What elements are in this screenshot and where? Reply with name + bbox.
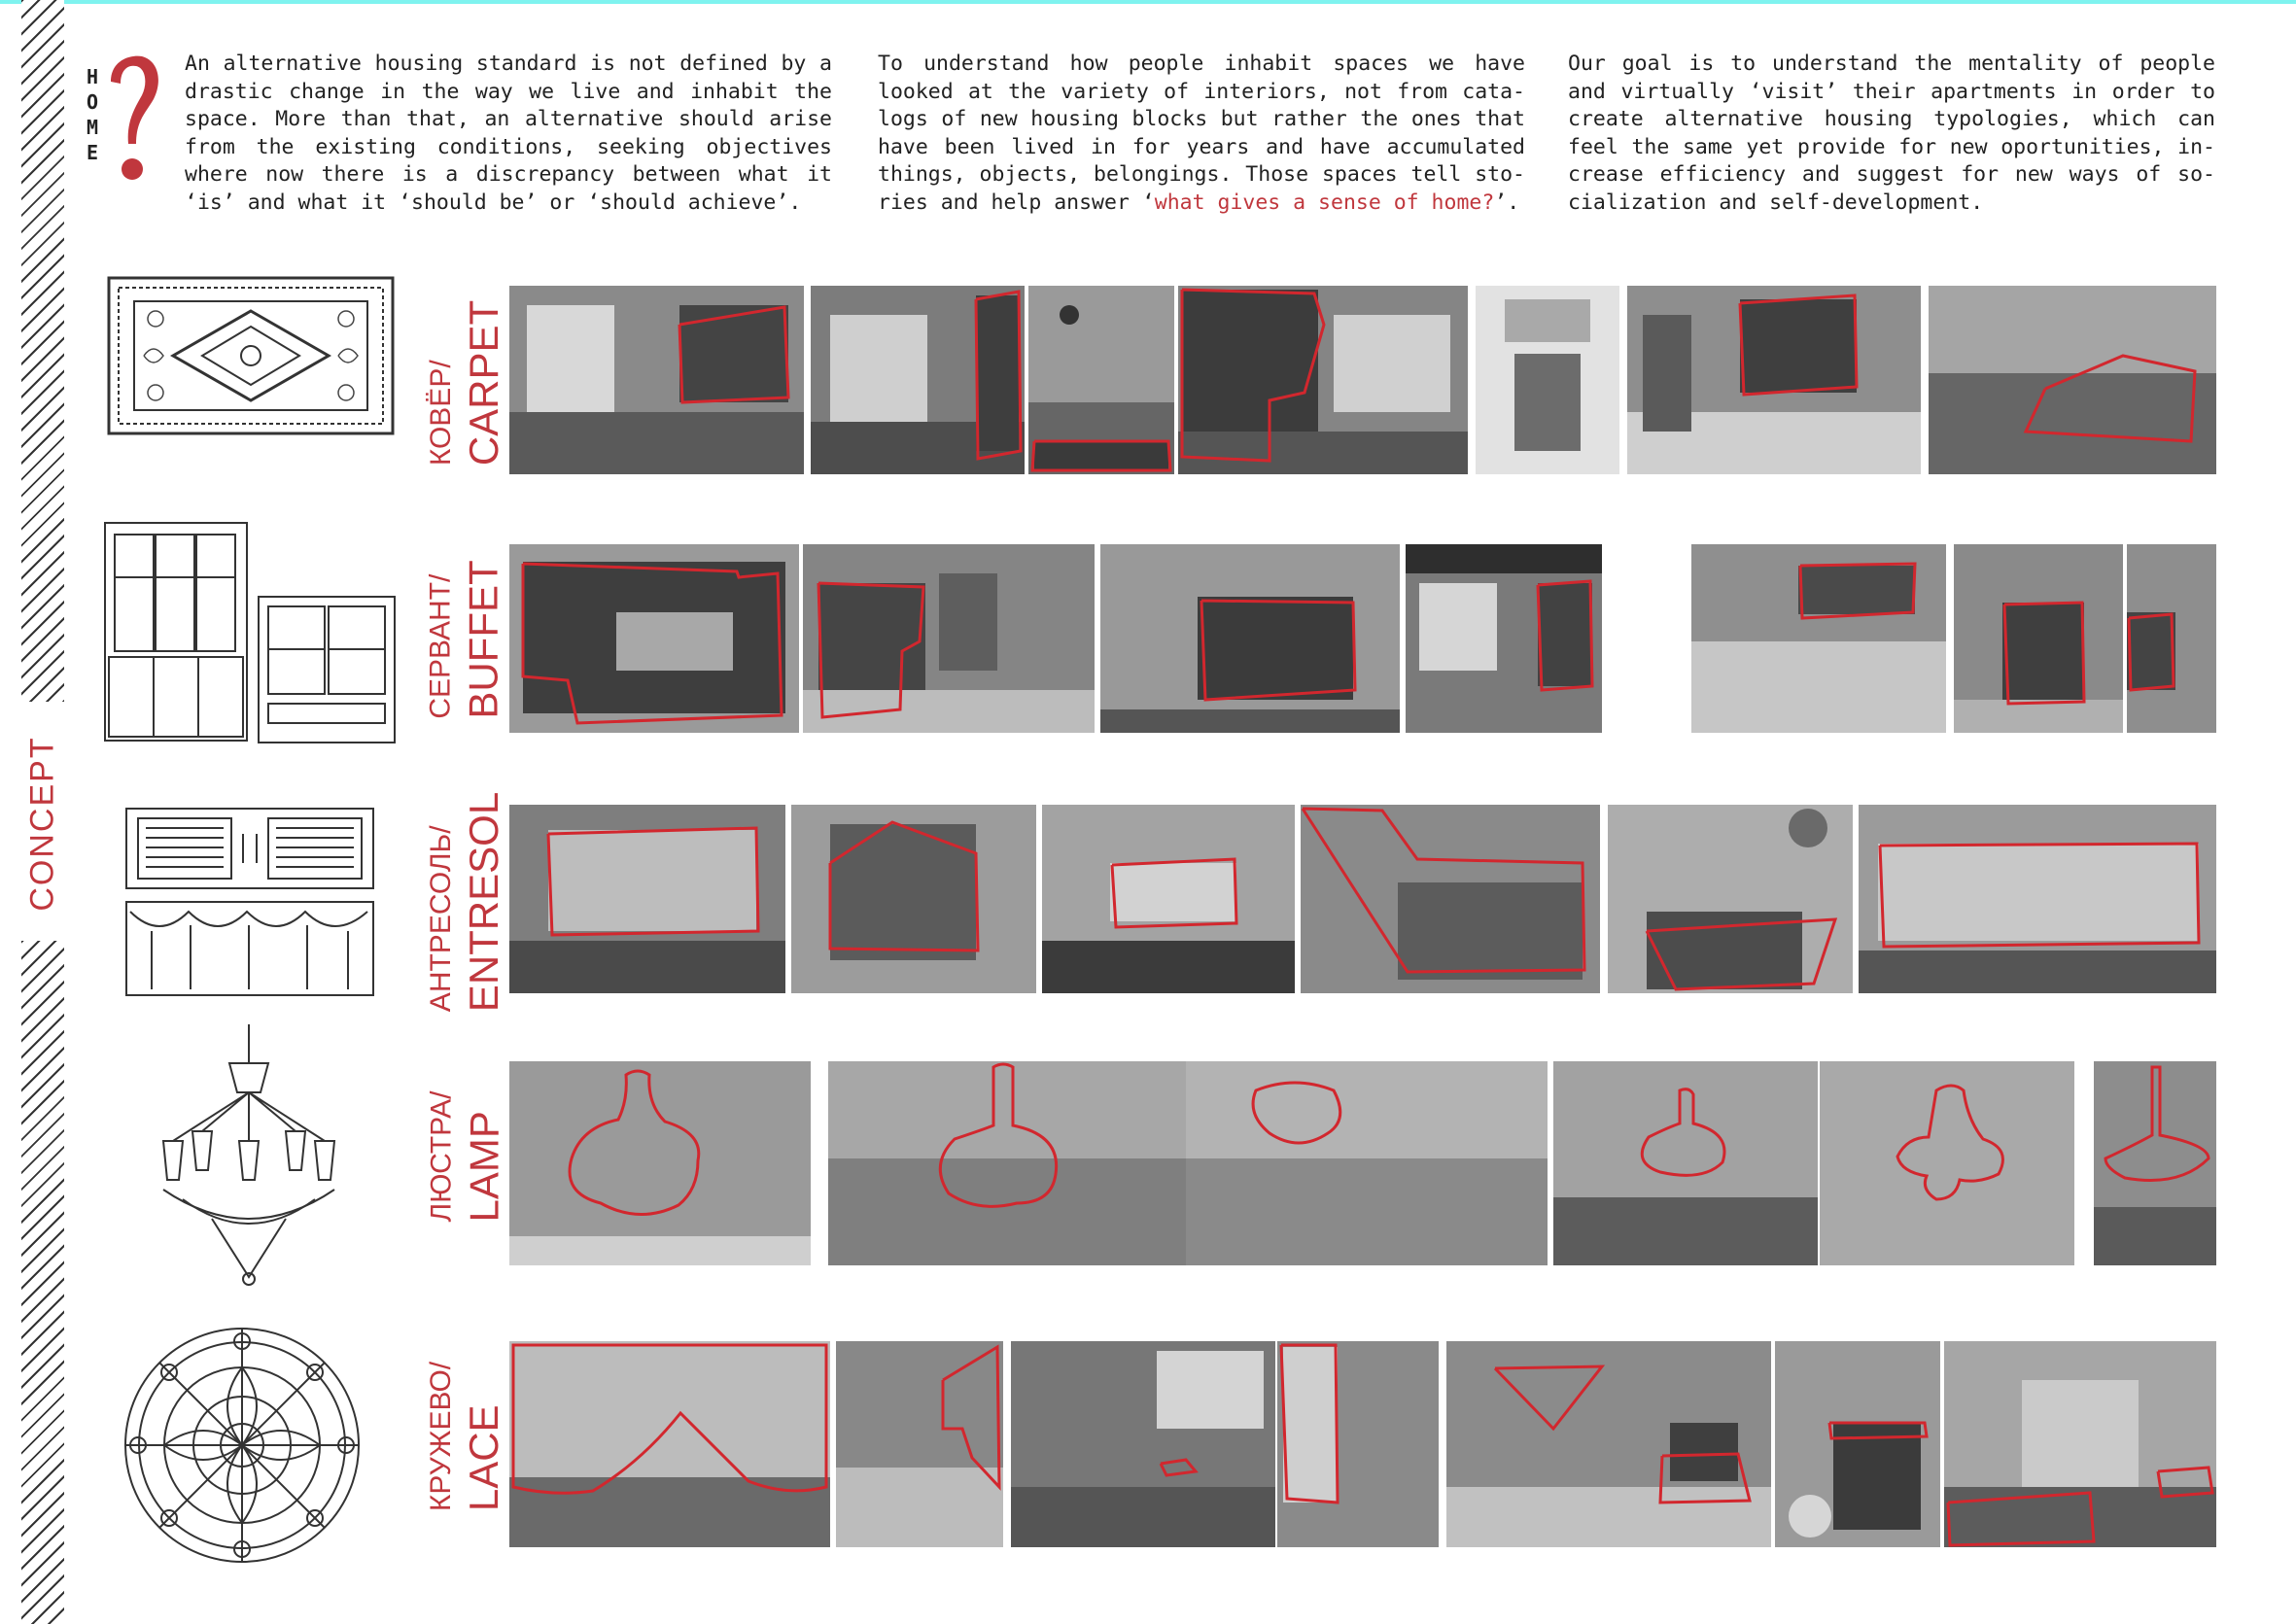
sidebar-hatch-bottom [21, 941, 64, 1624]
photo-lace-5 [1446, 1341, 1771, 1547]
photo-entresol-4 [1301, 805, 1600, 993]
photo-lamp-4 [1553, 1061, 1818, 1265]
photo-entresol-1 [509, 805, 785, 993]
photo-buffet-2 [803, 544, 1095, 733]
label-lace: КРУЖЕВО/ LACE [425, 1361, 506, 1512]
photo-entresol-3 [1042, 805, 1295, 993]
photo-lace-7 [1944, 1341, 2216, 1547]
photo-carpet-5 [1476, 286, 1619, 474]
photo-carpet-7 [1929, 286, 2216, 474]
photo-entresol-6 [1859, 805, 2216, 993]
photo-lamp-3 [1186, 1061, 1548, 1265]
photo-lace-1 [509, 1341, 830, 1547]
carpet-drawing [105, 274, 397, 437]
photo-entresol-5 [1608, 805, 1853, 993]
photo-lace-2 [836, 1341, 1003, 1547]
photo-entresol-2 [791, 805, 1036, 993]
label-lamp: ЛЮСТРА/ LAMP [425, 1090, 506, 1223]
photo-buffet-4 [1406, 544, 1602, 733]
top-accent-rule [0, 0, 2296, 4]
entresol-drawing [122, 805, 377, 999]
photo-buffet-5 [1691, 544, 1946, 733]
photo-buffet-7 [2127, 544, 2216, 733]
highlighted-question: what gives a sense of home? [1154, 190, 1495, 215]
intro-paragraph-2: To understand how people inhabit spaces we have looked at the variety of interiors, not from cata-logs of new housing blocks but rather the ones that have been lived in for years and have accumulated things, objects, belongings. Those spaces tell sto-ries and help answer ‘what gives a sense of home?’. [878, 52, 1525, 215]
label-buffet: СЕРВАНТ/ BUFFET [425, 560, 507, 719]
label-carpet: КОВЁР/ CARPET [425, 299, 507, 466]
photo-buffet-1 [509, 544, 799, 733]
photo-lamp-1 [509, 1061, 811, 1265]
sidebar-hatch-top [21, 0, 64, 702]
buffet-drawing [101, 519, 399, 748]
photo-carpet-6 [1627, 286, 1921, 474]
question-mark-icon [105, 52, 163, 189]
home-vertical-word: H O M E [86, 65, 99, 164]
intro-paragraph-3: Our goal is to understand the mentality of people and virtually ‘visit’ their apartments in order to create alternative housing typologies, which can feel the same yet provide for new oportunities, in-crease efficiency and suggest for new ways of so-cialization and self-development. [1568, 52, 2215, 215]
lace-doily-drawing [121, 1324, 364, 1567]
photo-lace-6 [1775, 1341, 1940, 1547]
photo-lamp-5 [1820, 1061, 2074, 1265]
intro-paragraph-1: An alternative housing standard is not defined by a drastic change in the way we live and inhabit the space. More than that, an alternative should arise from the existing conditions, seeking objectives where now there is a discrepancy between what it ‘is’ and what it ‘should be’ or ‘should achieve’. [185, 52, 832, 215]
concept-label: CONCEPT [23, 736, 61, 912]
photo-carpet-1 [509, 286, 804, 474]
chandelier-drawing [144, 1024, 354, 1287]
label-entresol: АНТРЕСОЛЬ/ ENTRESOL [425, 791, 507, 1013]
photo-carpet-4 [1178, 286, 1468, 474]
photo-lamp-2 [828, 1061, 1190, 1265]
photo-buffet-3 [1100, 544, 1400, 733]
photo-lace-4 [1277, 1341, 1439, 1547]
photo-lamp-6 [2094, 1061, 2216, 1265]
photo-buffet-6 [1954, 544, 2123, 733]
photo-lace-3 [1011, 1341, 1275, 1547]
photo-carpet-3 [1028, 286, 1174, 474]
photo-carpet-2 [811, 286, 1025, 474]
